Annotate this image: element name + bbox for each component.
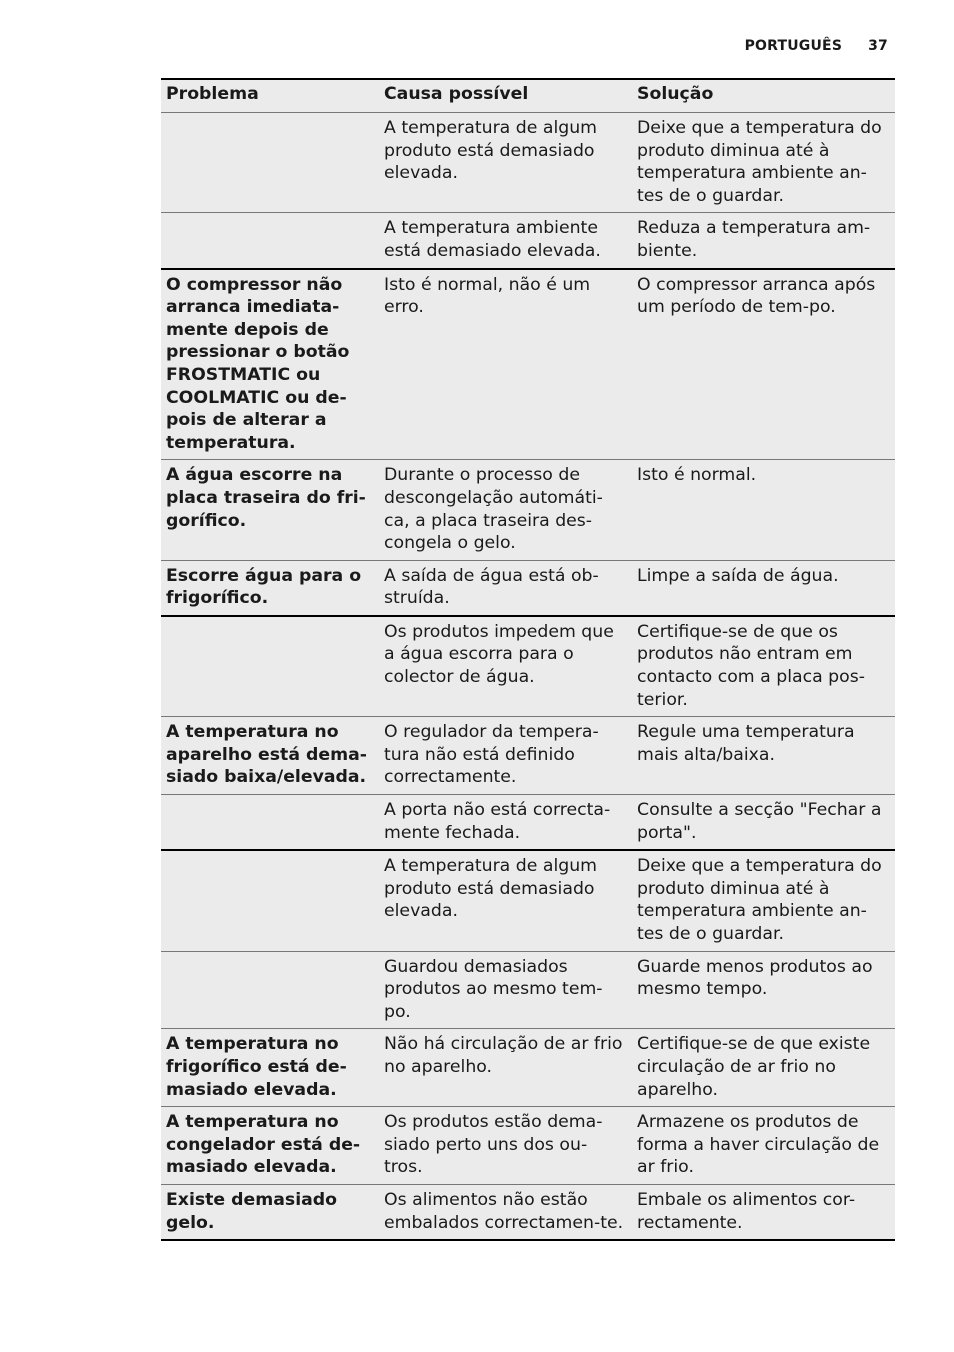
table-row	[161, 560, 895, 616]
table-row	[161, 1184, 895, 1240]
cell-problem: O compressor não arranca imediata-mente depois de pressionar o botão FROSTMATIC ou COOLMATIC ou de-pois de alterar a temperatura.	[161, 269, 379, 460]
cell-cause: A porta não está correcta-mente fechada.	[379, 795, 632, 851]
cell-cause: Durante o processo de descongelação automáti-ca, a placa traseira des-congela o gelo.	[379, 460, 632, 560]
table-row	[161, 717, 895, 795]
cell-cause: Isto é normal, não é um erro.	[379, 269, 632, 460]
cell-solution: Consulte a secção "Fechar a porta".	[632, 795, 895, 851]
cell-problem	[161, 213, 379, 269]
cell-solution: Limpe a saída de água.	[632, 560, 895, 616]
cell-solution: Isto é normal.	[632, 460, 895, 560]
page-number: 37	[868, 38, 888, 54]
cell-problem: Existe demasiado gelo.	[161, 1184, 379, 1240]
cell-solution: Reduza a temperatura am-biente.	[632, 213, 895, 269]
cell-problem	[161, 795, 379, 851]
cell-cause: O regulador da tempera-tura não está definido correctamente.	[379, 717, 632, 795]
cell-solution: Armazene os produtos de forma a haver circulação de ar frio.	[632, 1107, 895, 1185]
cell-problem: A temperatura no congelador está de-masiado elevada.	[161, 1107, 379, 1185]
cell-solution: O compressor arranca após um período de tem-po.	[632, 269, 895, 460]
cell-cause: A temperatura ambiente está demasiado elevada.	[379, 213, 632, 269]
cell-cause: Os alimentos não estão embalados correctamen-te.	[379, 1184, 632, 1240]
cell-problem	[161, 616, 379, 717]
table-row	[161, 850, 895, 951]
cell-cause: Os produtos estão dema-siado perto uns dos ou-tros.	[379, 1107, 632, 1185]
cell-problem: Escorre água para o frigorífico.	[161, 560, 379, 616]
column-header-problem: Problema	[161, 79, 379, 113]
table-row	[161, 460, 895, 560]
column-header-cause: Causa possível	[379, 79, 632, 113]
cell-problem	[161, 951, 379, 1029]
table-row	[161, 1029, 895, 1107]
header-language: PORTUGUÊS	[744, 38, 843, 54]
cell-cause: Não há circulação de ar frio no aparelho.	[379, 1029, 632, 1107]
table-row	[161, 1107, 895, 1185]
cell-solution: Regule uma temperatura mais alta/baixa.	[632, 717, 895, 795]
column-header-solution: Solução	[632, 79, 895, 113]
cell-cause: A temperatura de algum produto está demasiado elevada.	[379, 113, 632, 213]
cell-solution: Deixe que a temperatura do produto diminua até à temperatura ambiente an-tes de o guardar.	[632, 850, 895, 951]
cell-solution: Embale os alimentos cor-rectamente.	[632, 1184, 895, 1240]
cell-cause: Guardou demasiados produtos ao mesmo tem-po.	[379, 951, 632, 1029]
cell-problem: A temperatura no aparelho está dema-siado baixa/elevada.	[161, 717, 379, 795]
page-header	[745, 38, 888, 54]
cell-solution: Certifique-se de que existe circulação de ar frio no aparelho.	[632, 1029, 895, 1107]
cell-problem	[161, 113, 379, 213]
cell-cause: Os produtos impedem que a água escorra para o colector de água.	[379, 616, 632, 717]
table-row	[161, 616, 895, 717]
cell-problem: A temperatura no frigorífico está de-masiado elevada.	[161, 1029, 379, 1107]
troubleshooting-table	[161, 78, 895, 1241]
cell-solution: Deixe que a temperatura do produto diminua até à temperatura ambiente an-tes de o guardar.	[632, 113, 895, 213]
cell-solution: Guarde menos produtos ao mesmo tempo.	[632, 951, 895, 1029]
table-row	[161, 951, 895, 1029]
table-row	[161, 269, 895, 460]
table-row	[161, 113, 895, 213]
table-header-row	[161, 79, 895, 113]
table-row	[161, 795, 895, 851]
cell-problem	[161, 850, 379, 951]
table-row	[161, 213, 895, 269]
cell-solution: Certifique-se de que os produtos não entram em contacto com a placa pos-terior.	[632, 616, 895, 717]
cell-problem: A água escorre na placa traseira do fri-gorífico.	[161, 460, 379, 560]
cell-cause: A saída de água está ob-struída.	[379, 560, 632, 616]
cell-cause: A temperatura de algum produto está demasiado elevada.	[379, 850, 632, 951]
